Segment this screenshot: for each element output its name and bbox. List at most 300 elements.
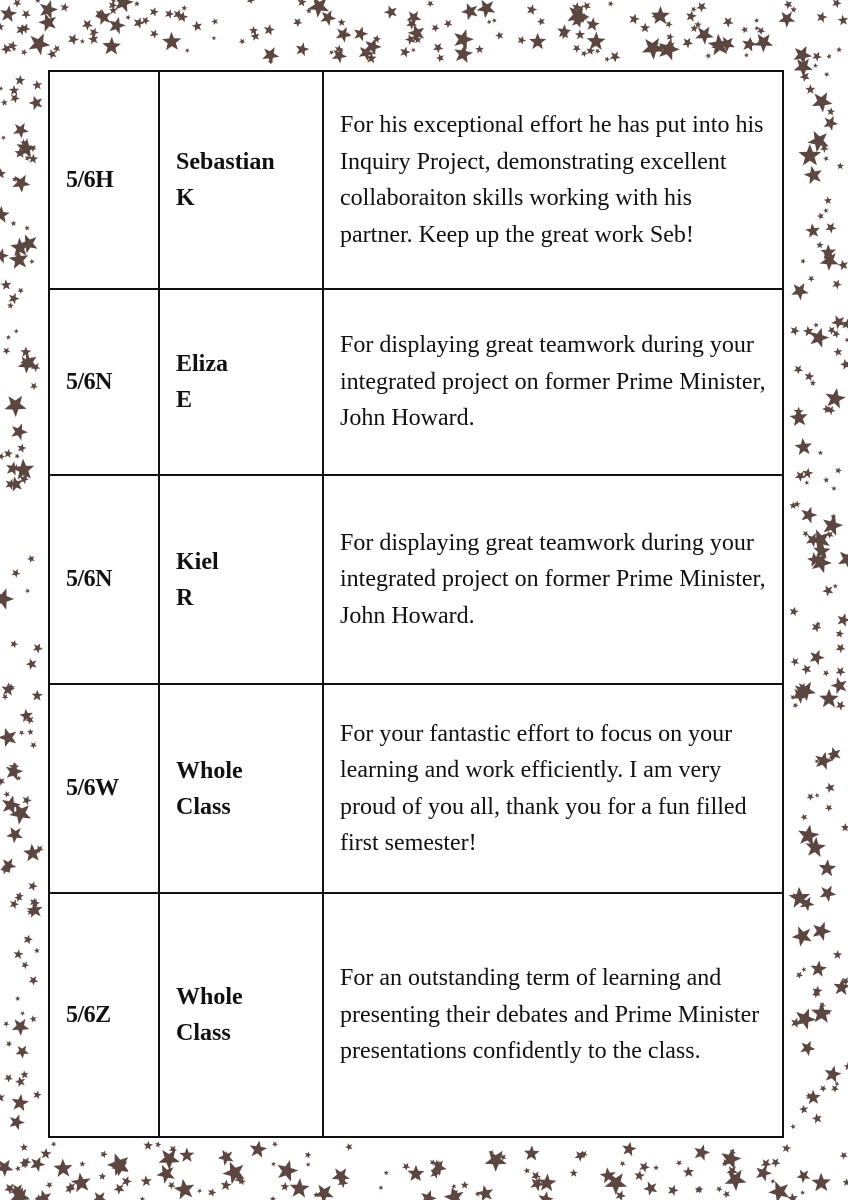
star-icon (845, 338, 848, 343)
star-icon (695, 27, 714, 45)
star-icon (4, 1074, 13, 1082)
star-icon (1, 858, 16, 873)
star-icon (586, 17, 600, 31)
star-icon (444, 1187, 464, 1200)
star-icon (639, 1162, 650, 1173)
star-icon (80, 1161, 86, 1167)
star-icon (16, 1046, 30, 1059)
star-icon (810, 328, 829, 348)
star-icon (0, 1092, 5, 1102)
star-icon (810, 961, 827, 977)
star-icon (436, 54, 444, 63)
star-icon (573, 45, 582, 53)
class-cell: 5/6Z (49, 893, 159, 1137)
star-icon (768, 1181, 789, 1200)
star-icon (827, 107, 835, 115)
star-icon (100, 1151, 107, 1159)
star-icon (32, 80, 42, 90)
star-icon (819, 859, 837, 876)
star-icon (825, 783, 835, 793)
star-icon (824, 72, 829, 77)
star-icon (212, 36, 217, 41)
star-icon (15, 453, 21, 459)
star-icon (587, 32, 606, 50)
star-icon (12, 569, 21, 578)
table-row (49, 893, 783, 1137)
star-icon (6, 335, 11, 340)
star-icon (140, 1196, 146, 1200)
star-icon (150, 30, 159, 39)
star-icon (796, 1170, 810, 1184)
star-icon (844, 1062, 848, 1070)
star-icon (379, 1185, 384, 1190)
star-icon (806, 1090, 821, 1105)
star-icon (742, 37, 757, 52)
star-icon (264, 24, 275, 35)
star-icon (174, 1179, 195, 1200)
star-icon (10, 1114, 25, 1130)
star-icon (694, 1144, 710, 1160)
star-icon (6, 1041, 13, 1048)
star-icon (754, 18, 759, 23)
star-icon (12, 1019, 30, 1036)
star-icon (801, 967, 806, 972)
award-description-cell: For displaying great teamwork during your integrated project on former Prime Minister, John Howard. (323, 289, 783, 475)
star-icon (741, 26, 748, 33)
star-icon (1, 135, 6, 140)
star-icon (9, 85, 19, 95)
star-icon (27, 555, 35, 563)
star-icon (14, 949, 24, 959)
star-icon (600, 1167, 616, 1183)
star-icon (790, 326, 800, 336)
star-icon (21, 961, 29, 969)
star-icon (272, 1142, 278, 1148)
star-icon (756, 1165, 772, 1182)
star-icon (840, 1152, 848, 1160)
student-name-cell (159, 71, 323, 289)
star-icon (14, 329, 19, 334)
star-icon (400, 47, 410, 58)
star-icon (629, 14, 640, 25)
star-icon (15, 1166, 21, 1172)
star-icon (784, 0, 793, 9)
star-icon (20, 347, 31, 358)
star-icon (825, 223, 836, 234)
star-icon (812, 92, 833, 112)
star-icon (296, 42, 309, 56)
table-row (49, 475, 783, 684)
star-icon (444, 20, 453, 29)
star-icon (794, 365, 803, 374)
star-icon (582, 2, 591, 11)
star-icon (694, 21, 701, 28)
star-icon (575, 30, 585, 40)
star-icon (653, 1165, 659, 1171)
star-icon (825, 1066, 842, 1083)
star-icon (801, 664, 811, 674)
star-icon (813, 322, 819, 327)
star-icon (15, 1077, 25, 1087)
star-icon (757, 27, 765, 35)
star-icon (595, 49, 601, 54)
star-icon (29, 96, 43, 111)
star-icon (608, 1, 614, 7)
star-icon (3, 1021, 9, 1027)
star-icon (782, 1144, 791, 1153)
star-icon (249, 26, 258, 34)
star-icon (801, 258, 806, 264)
star-icon (823, 156, 829, 162)
student-last-initial: E (176, 387, 193, 413)
star-icon (793, 46, 812, 65)
star-icon (838, 550, 848, 570)
star-icon (803, 326, 814, 337)
star-icon (723, 1191, 731, 1199)
star-icon (421, 1190, 437, 1200)
star-icon (329, 50, 334, 55)
star-icon (13, 0, 22, 8)
star-icon (182, 5, 188, 11)
star-icon (744, 53, 749, 58)
star-icon (795, 1009, 816, 1030)
star-icon (384, 1170, 389, 1175)
star-icon (71, 1173, 91, 1193)
star-icon (20, 1070, 28, 1078)
star-icon (791, 283, 809, 300)
star-icon (832, 0, 841, 8)
star-icon (836, 667, 846, 677)
star-icon (53, 45, 61, 53)
star-icon (454, 29, 474, 49)
star-icon (431, 24, 439, 32)
star-icon (345, 1143, 353, 1151)
star-icon (686, 11, 697, 22)
student-first-name: Kiel (176, 548, 219, 575)
star-icon (12, 1094, 29, 1111)
star-icon (21, 10, 31, 19)
star-icon (185, 48, 190, 53)
star-icon (667, 33, 675, 41)
star-icon (156, 1165, 175, 1184)
star-icon (795, 471, 806, 482)
star-icon (487, 20, 492, 25)
star-icon (832, 280, 842, 290)
star-icon (197, 1189, 202, 1194)
star-icon (538, 1191, 553, 1200)
star-icon (134, 1, 140, 7)
star-icon (823, 208, 828, 213)
star-icon (575, 1151, 586, 1162)
star-icon (0, 86, 4, 91)
star-icon (305, 1151, 312, 1158)
star-icon (99, 1173, 107, 1181)
star-icon (837, 613, 848, 627)
star-icon (812, 52, 822, 62)
star-icon (524, 1167, 531, 1174)
star-icon (815, 793, 820, 798)
star-icon (30, 742, 37, 749)
star-icon (82, 20, 93, 31)
star-icon (837, 162, 844, 169)
star-icon (134, 17, 145, 28)
student-name-cell (159, 475, 323, 684)
student-first-name: Whole (176, 984, 243, 1010)
star-icon (297, 0, 306, 6)
star-icon (247, 0, 255, 4)
star-icon (293, 18, 302, 27)
awards-table (48, 70, 784, 1138)
star-icon (838, 15, 848, 26)
star-icon (33, 643, 43, 653)
star-icon (796, 972, 803, 979)
star-icon (812, 1113, 822, 1123)
star-icon (1, 682, 15, 696)
star-icon (239, 38, 246, 44)
star-icon (11, 423, 27, 440)
star-icon (384, 5, 397, 19)
star-icon (787, 1193, 798, 1200)
star-icon (1, 99, 8, 106)
star-icon (23, 844, 41, 862)
star-icon (18, 444, 27, 453)
star-icon (640, 23, 650, 33)
star-icon (314, 1185, 334, 1200)
star-icon (813, 922, 832, 941)
star-icon (15, 75, 25, 85)
star-icon (817, 12, 828, 23)
star-icon (0, 22, 4, 30)
star-icon (754, 26, 759, 31)
star-icon (800, 1041, 815, 1056)
student-first-name: Eliza (176, 351, 228, 377)
star-icon (0, 588, 14, 610)
star-icon (529, 33, 546, 49)
star-icon (622, 1142, 636, 1157)
star-icon (53, 1159, 72, 1177)
star-icon (835, 467, 842, 474)
star-icon (29, 976, 39, 985)
student-first-name: Sebastian (176, 149, 275, 175)
star-icon (40, 0, 58, 19)
star-icon (211, 18, 218, 25)
star-icon (838, 260, 848, 271)
star-icon (221, 1180, 232, 1191)
star-icon (24, 935, 33, 945)
star-icon (804, 166, 822, 184)
star-icon (817, 212, 824, 219)
star-icon (167, 1182, 175, 1190)
star-icon (20, 1143, 28, 1151)
star-icon (495, 31, 503, 39)
star-icon (790, 1124, 796, 1130)
star-icon (581, 50, 588, 57)
star-icon (586, 46, 595, 55)
star-icon (610, 52, 621, 63)
star-icon (801, 814, 808, 821)
star-icon (10, 94, 20, 104)
star-icon (518, 36, 527, 45)
star-icon (433, 43, 444, 53)
star-icon (485, 1151, 507, 1172)
star-icon (29, 259, 34, 264)
star-icon (0, 453, 5, 460)
star-icon (792, 926, 812, 946)
star-icon (843, 1178, 848, 1186)
star-icon (570, 1169, 578, 1177)
star-icon (805, 84, 815, 94)
star-icon (826, 388, 846, 409)
star-icon (0, 168, 6, 178)
star-icon (705, 53, 711, 59)
star-icon (46, 1182, 53, 1189)
award-description-cell: For your fantastic effort to focus on your learning and work efficiently. I am very proud of you all, thank you for a fun filled first semester! (323, 684, 783, 893)
star-icon (89, 28, 99, 38)
star-icon (32, 690, 43, 701)
star-icon (643, 1181, 657, 1195)
star-icon (825, 804, 833, 812)
star-icon (790, 658, 799, 667)
student-name-cell (159, 893, 323, 1137)
star-icon (454, 44, 473, 63)
star-icon (27, 729, 34, 736)
star-icon (807, 793, 815, 800)
star-icon (716, 1186, 723, 1192)
star-icon (813, 63, 818, 68)
star-icon (80, 39, 85, 44)
star-icon (6, 827, 23, 843)
star-icon (141, 1175, 152, 1186)
star-icon (801, 507, 817, 524)
star-icon (831, 1085, 839, 1093)
star-icon (321, 10, 337, 26)
star-icon (68, 34, 79, 45)
star-icon (3, 348, 11, 356)
star-icon (142, 17, 151, 26)
star-icon (794, 501, 801, 508)
star-icon (7, 302, 14, 309)
star-icon (834, 348, 843, 357)
star-icon (811, 1173, 831, 1192)
star-icon (790, 607, 799, 616)
star-icon (805, 223, 820, 238)
star-icon (126, 15, 131, 21)
star-icon (162, 32, 181, 50)
star-icon (833, 950, 842, 959)
star-icon (427, 0, 434, 7)
star-icon (114, 0, 134, 12)
star-icon (831, 677, 847, 694)
student-name-cell (159, 684, 323, 893)
star-icon (823, 670, 830, 677)
star-icon (159, 1150, 180, 1171)
star-icon (24, 225, 30, 231)
star-icon (208, 1188, 216, 1197)
star-icon (144, 1141, 154, 1150)
star-icon (192, 21, 202, 32)
star-icon (47, 49, 57, 59)
star-icon (822, 585, 833, 596)
star-icon (2, 694, 8, 700)
table-row (49, 71, 783, 289)
star-icon (155, 1141, 161, 1147)
star-icon (30, 1157, 45, 1172)
star-icon (25, 588, 30, 593)
star-icon (250, 1141, 267, 1158)
star-icon (33, 1090, 42, 1099)
star-icon (835, 1082, 840, 1087)
star-icon (6, 461, 20, 475)
star-icon (840, 359, 848, 370)
star-icon (122, 1176, 132, 1187)
star-icon (109, 17, 126, 34)
star-icon (26, 658, 37, 669)
star-icon (150, 7, 159, 17)
star-icon (271, 1161, 276, 1166)
star-icon (461, 3, 478, 20)
star-icon (29, 881, 38, 891)
star-icon (29, 33, 51, 55)
star-icon (651, 6, 670, 24)
star-icon (179, 1147, 194, 1162)
star-icon (778, 12, 795, 28)
star-icon (22, 796, 31, 806)
star-icon (9, 293, 20, 304)
star-icon (30, 383, 38, 391)
star-icon (836, 47, 842, 53)
star-icon (30, 1015, 37, 1022)
star-icon (527, 4, 538, 15)
award-description-cell: For an outstanding term of learning and presenting their debates and Prime Minister presentations confidently to the class. (323, 893, 783, 1137)
student-first-name: Whole (176, 757, 243, 784)
star-icon (306, 1162, 311, 1167)
star-icon (816, 241, 824, 248)
star-icon (461, 1181, 469, 1189)
star-icon (804, 480, 809, 485)
star-icon (20, 1011, 25, 1016)
star-icon (11, 640, 19, 648)
award-description-cell: For displaying great teamwork during your integrated project on former Prime Minister, John Howard. (323, 475, 783, 684)
star-icon (4, 396, 26, 417)
star-icon (10, 220, 16, 226)
star-icon (805, 371, 815, 381)
star-icon (836, 629, 844, 638)
star-icon (34, 948, 40, 954)
star-icon (492, 18, 497, 23)
star-icon (836, 701, 846, 711)
star-icon (682, 38, 693, 49)
star-icon (826, 54, 831, 60)
star-icon (790, 6, 797, 13)
star-icon (823, 477, 829, 483)
star-icon (411, 48, 416, 53)
star-icon (820, 1085, 827, 1092)
awards-sheet (48, 70, 784, 1136)
star-icon (0, 206, 10, 223)
star-icon (841, 823, 848, 832)
star-icon (290, 1178, 310, 1197)
star-icon (3, 791, 10, 798)
star-icon (794, 438, 812, 455)
class-cell: 5/6H (49, 71, 159, 289)
star-icon (808, 276, 815, 283)
star-icon (165, 9, 174, 19)
star-icon (0, 248, 9, 263)
star-icon (676, 1160, 683, 1166)
star-icon (723, 17, 734, 28)
star-icon (338, 18, 346, 26)
star-icon (721, 1148, 741, 1169)
